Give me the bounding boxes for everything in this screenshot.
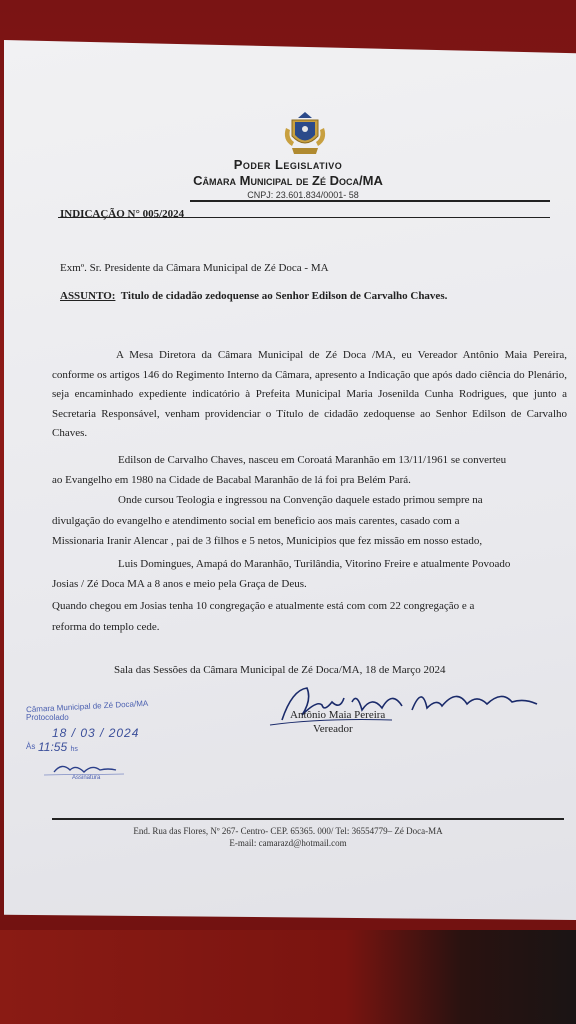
- handwritten-signature: [262, 680, 552, 730]
- document-number: INDICAÇÃO N° 005/2024: [60, 208, 185, 220]
- body-line: ao Evangelho em 1980 na Cidade de Bacabal Maranhão de lá foi pra Belém Pará.: [52, 474, 411, 486]
- body-line: Josias / Zé Doca MA a 8 anos e meio pela Graça de Deus.: [52, 578, 307, 590]
- header-cnpj: CNPJ: 23.601.834/0001- 58: [247, 190, 359, 200]
- recipient-line: Exmº. Sr. Presidente da Câmara Municipal de Zé Doca - MA: [60, 262, 329, 274]
- footer-rule: [52, 818, 564, 820]
- stamp-hs: hs: [70, 746, 78, 753]
- stamp-sig-label: Assinatura: [72, 775, 101, 781]
- header-line1: Poder Legislativo: [233, 157, 343, 172]
- stamp-hour: [38, 740, 78, 754]
- body-paragraph-1: A Mesa Diretora da Câmara Municipal de Zé Doca /MA, eu Vereador Antônio Maia Pereira, conforme os artigos 146 do Regimento Interno da Câmara, apresento a Indicação que após dado ciência do Plenário, seja encaminhado expediente indicatório à Prefeita Municipal Maria Josenilda Cunha Rodrigues, que junto a Secretaria Responsável, venham providenciar o Título de cidadão zedoquense ao Senhor Edilson de Carvalho Chaves.: [52, 349, 567, 439]
- footer-address: End. Rua das Flores, Nº 267- Centro- CEP. 65365. 000/ Tel: 36554779– Zé Doca-MA: [133, 826, 443, 836]
- signatory-role: Vereador: [313, 723, 353, 735]
- body-line: Quando chegou em Josias tenha 10 congregação e atualmente está com com 22 congregação e a: [52, 600, 475, 612]
- subject-line: [60, 290, 447, 302]
- body-line: Onde cursou Teologia e ingressou na Convenção daquele estado primou sempre na: [118, 494, 483, 506]
- header-rule: [190, 200, 550, 202]
- body-line: reforma do templo cede.: [52, 621, 160, 633]
- body-line: divulgação do evangelho e atendimento social em beneficio aos mais carentes, casado com a: [52, 515, 460, 527]
- subject-label: ASSUNTO:: [60, 290, 116, 302]
- session-date-line: Sala das Sessões da Câmara Municipal de Zé Doca/MA, 18 de Março 2024: [114, 664, 446, 676]
- stamp-protocolado: Protocolado: [26, 713, 69, 722]
- stamp-date: 18 / 03 / 2024: [52, 726, 140, 740]
- stamp-hour-value: 11:55: [38, 740, 68, 754]
- protocol-stamp: [24, 698, 174, 798]
- stamp-hour-label: Às: [26, 742, 36, 751]
- header-line2: Câmara Municipal de Zé Doca/MA: [193, 173, 383, 188]
- body-line: Luis Domingues, Amapá do Maranhão, Turilândia, Vitorino Freire e atualmente Povoado: [118, 558, 511, 570]
- body-line: Missionaria Iranir Alencar , pai de 3 filhos e 5 netos, Municipios que fez missão em nosso estado,: [52, 535, 483, 547]
- body-line: Edilson de Carvalho Chaves, nasceu em Coroatá Maranhão em 13/11/1961 se converteu: [118, 454, 507, 466]
- footer-email: E-mail: camarazd@hotmail.com: [229, 838, 347, 848]
- signatory-name: Antônio Maia Pereira: [290, 709, 386, 721]
- coat-of-arms-icon: [280, 110, 330, 158]
- stamp-org: Câmara Municipal de Zé Doca/MA: [25, 698, 149, 715]
- subject-text: Titulo de cidadão zedoquense ao Senhor Edilson de Carvalho Chaves.: [120, 290, 448, 302]
- background-bottom: [0, 930, 576, 1024]
